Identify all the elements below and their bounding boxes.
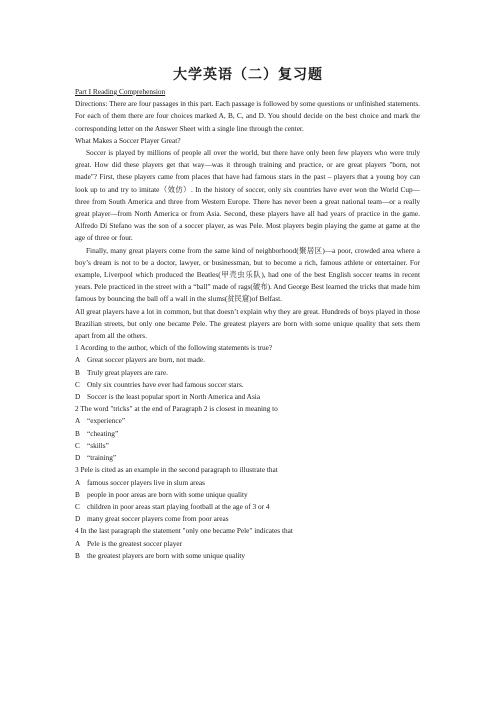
answer-option [75, 354, 420, 366]
answer-option [75, 440, 420, 452]
part-heading: Part I Reading Comprehension [75, 87, 166, 96]
option-letter: B [75, 550, 80, 560]
option-letter: C [75, 440, 80, 450]
option-letter: A [75, 477, 81, 487]
option-text: Great soccer players are born, not made. [87, 355, 205, 365]
option-letter: D [75, 392, 81, 402]
answer-option [75, 391, 420, 403]
directions: Directions: There are four passages in this part. Each passage is followed by some questions or unfinished statements. For each of them there are four choices marked A, B, C, and D. You should decide on the best choice and mark the corresponding letter on the Answer Sheet with a single line through the center. [75, 99, 420, 133]
option-text: the greatest players are born with some unique quality [87, 550, 246, 560]
paragraph: Finally, many great players come from the same kind of neighborhood(聚居区)—a poor, crowded area where a boy’s dream is not to be a doctor, lawyer, or businessman, but to become a rich, famous athlete or entertainer. For example, Liverpool which produced the Beatles(甲壳虫乐队), had one of the best English soccer teams in recent years. Pele practiced in the street with a “ball” made of rags(破布). And George Best learned the tricks that made him famous by bouncing the ball off a wall in the slums(贫民窟)of Belfast. [75, 245, 420, 304]
question-stem: 4 In the last paragraph the statement "only one became Pele" indicates that [75, 526, 293, 536]
page-title: 大学英语（二）复习题 [173, 68, 323, 83]
option-text: “cheating” [87, 428, 119, 438]
passage-title: What Makes a Soccer Player Great? [75, 135, 181, 145]
answer-option [75, 538, 420, 550]
answer-option [75, 513, 420, 525]
option-text: famous soccer players live in slum areas [87, 477, 205, 487]
document-body [75, 86, 420, 562]
answer-option [75, 379, 420, 391]
option-text: Truly great players are rare. [87, 367, 168, 377]
paragraph: Soccer is played by millions of people all over the world, but there have only been few players who were truly great. How did these players get that way—was it through training and practice, or are great players "born, not made"? First, these players came from places that have had famous stars in the past – players that a young boy can look up to and try to imitate（效仿）. In the history of soccer, only six countries have ever won the World Cup—three from South America and three from Western Europe. There has never been a great national team—or a really great player—from North America or from Asia. Second, these players have all had years of practice in the game. Alfredo Di Stefano was the son of a soccer player, as was Pele. Most players begin playing the game at game at the age of three or four. [75, 148, 420, 243]
answer-option [75, 489, 420, 501]
option-text: “training” [87, 453, 117, 463]
question-stem: 3 Pele is cited as an example in the second paragraph to illustrate that [75, 465, 278, 475]
option-text: children in poor areas start playing football at the age of 3 or 4 [87, 501, 270, 511]
option-letter: D [75, 514, 81, 524]
option-letter: D [75, 453, 81, 463]
option-text: “skills” [87, 440, 109, 450]
option-letter: A [75, 538, 81, 548]
option-letter: B [75, 428, 80, 438]
answer-option [75, 367, 420, 379]
question-stem: 2 The word "tricks" at the end of Paragraph 2 is closest in meaning to [75, 404, 278, 414]
answer-option [75, 452, 420, 464]
answer-option [75, 550, 420, 562]
answer-option [75, 415, 420, 427]
answer-option [75, 477, 420, 489]
option-letter: C [75, 501, 80, 511]
option-text: many great soccer players come from poor areas [87, 514, 229, 524]
paragraph: All great players have a lot in common, but that doesn’t explain why they are great. Hundreds of boys played in those Brazilian streets, but only one became Pele. The greatest players are born with some unique quality that sets them apart from all the others. [75, 306, 420, 341]
option-letter: B [75, 489, 80, 499]
option-letter: C [75, 379, 80, 389]
option-letter: B [75, 367, 80, 377]
option-text: people in poor areas are born with some unique quality [87, 489, 248, 499]
option-letter: A [75, 416, 81, 426]
option-letter: A [75, 355, 81, 365]
option-text: “experience” [87, 416, 126, 426]
option-text: Pele is the greatest soccer player [87, 538, 183, 548]
option-text: Only six countries have ever had famous soccer stars. [87, 379, 244, 389]
option-text: Soccer is the least popular sport in North America and Asia [87, 392, 261, 402]
answer-option [75, 501, 420, 513]
question-stem: 1 Acording to the author, which of the following statements is true? [75, 343, 273, 353]
answer-option [75, 428, 420, 440]
